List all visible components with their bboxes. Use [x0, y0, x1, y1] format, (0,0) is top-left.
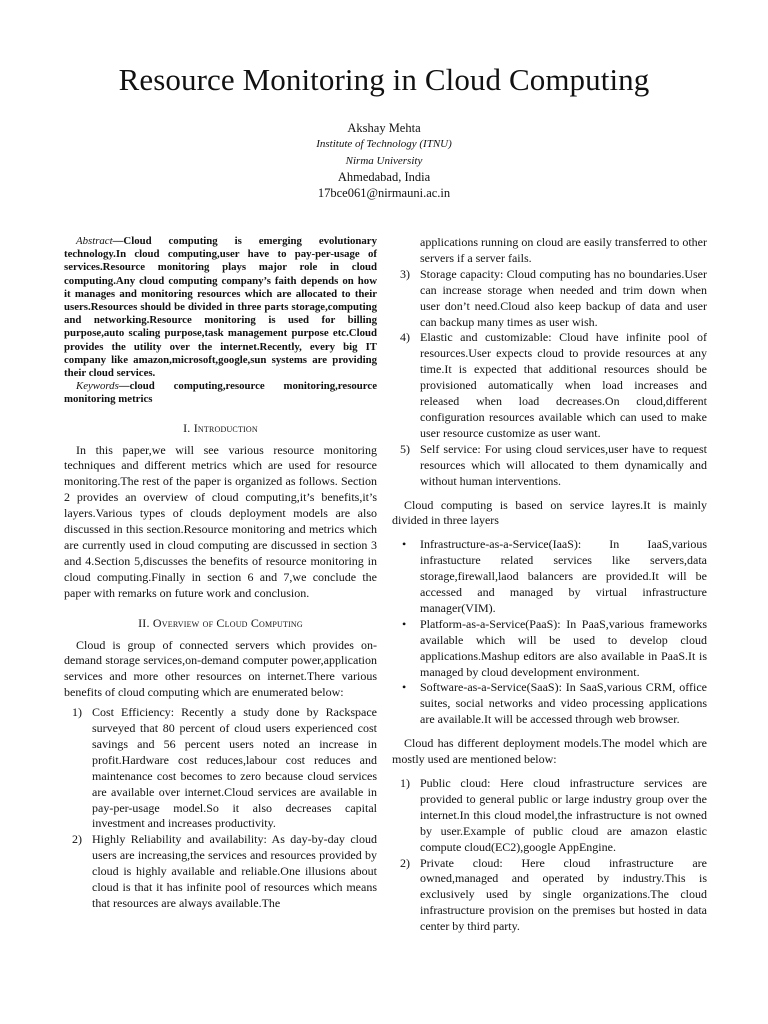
benefit-2-continuation: applications running on cloud are easily transferred to other servers if a server fails.: [420, 235, 707, 265]
list-item-text: Public cloud: Here cloud infrastructure services are provided to general public or large industry group over the internet.In this cloud model,the infrastructure is not owned by user.Example of public cloud are amazon elastic compute cloud(EC2),google AppEngine.: [420, 776, 707, 854]
deployment-paragraph: Cloud has different deployment models.The model which are mostly used are mentioned below:: [392, 736, 707, 767]
list-item: [392, 267, 707, 331]
section-heading-overview: II. Overview of Cloud Computing: [138, 615, 303, 630]
list-item: [64, 705, 377, 832]
list-item-text: Software-as-a-Service(SaaS): In SaaS,various CRM, office suites, social networks and video processing applications are available.It will be accessed through web browser.: [420, 680, 707, 727]
keywords: [64, 380, 377, 406]
introduction-paragraph: In this paper,we will see various resource monitoring techniques and different metrics which are used for resource monitoring.The rest of the paper is organized as follows. Section 2 provides an overview of cloud computing,it’s benefits,it’s layers.Various types of clouds deployment models are also discussed in this section.Resource monitoring and metrics which are currently used in cloud computing are discussed in section 3 and 4.Section 5,discusses the benefits of resource monitoring in cloud computing.Finally in section 6 and 7,we conclude the paper with remarks on future work and conclusion.: [64, 442, 377, 600]
abstract-label: Abstract: [76, 235, 113, 247]
deployment-list: [392, 776, 707, 935]
list-item: [392, 617, 707, 681]
list-item: [392, 680, 707, 728]
list-item: [392, 537, 707, 617]
author-block: [0, 120, 768, 201]
section-heading-introduction: I. Introduction: [183, 420, 258, 435]
list-item: [64, 832, 377, 912]
list-number: 1): [400, 776, 410, 790]
author-city: Ahmedabad, India: [337, 169, 431, 184]
paper-title: Resource Monitoring in Cloud Computing: [118, 62, 650, 97]
list-item: [392, 856, 707, 936]
benefits-list-left: [64, 705, 377, 912]
overview-paragraph: Cloud is group of connected servers which provides on-demand storage services,on-demand computer power,application services and more other resources on internet.There various benefits of cloud computing which are enumerated below:: [64, 637, 377, 700]
list-item: [392, 442, 707, 490]
author-name: Akshay Mehta: [347, 121, 421, 135]
list-number: 5): [400, 441, 410, 456]
author-affiliation-institute: Institute of Technology (ITNU): [316, 138, 452, 151]
layers-paragraph: Cloud computing is based on service layres.It is mainly divided in three layers: [392, 497, 707, 528]
bullet: •: [402, 680, 407, 695]
list-item-text: Platform-as-a-Service(PaaS): In PaaS,various frameworks available which will be used to develop cloud applications.Mashup editors are also available in PaaS.It is managed by cloud development environment.: [420, 616, 707, 679]
list-item-text: Highly Reliability and availability: As day-by-day cloud users are increasing,the services and resources provided by cloud is highly available and reliable.One illusions about cloud is that it has infinite pool of resources which means that resources are always available.The: [92, 832, 377, 911]
bullet: •: [402, 616, 407, 631]
list-item-text: Private cloud: Here cloud infrastructure are owned,managed and operated by industry.This is exclusively used by single organizations.The cloud infrastructure provision on the premises but hosted in data center by third party.: [420, 855, 707, 934]
list-number: 3): [400, 266, 410, 281]
benefits-list-right: [392, 267, 707, 490]
list-item-text: Storage capacity: Cloud computing has no boundaries.User can increase storage when needed and trim down when user don’t need.Cloud also keep backup of data and user can backup many times as user wish.: [420, 266, 707, 329]
author-affiliation-university: Nirma University: [345, 154, 423, 167]
service-layers-list: [392, 537, 707, 728]
left-column: [64, 235, 377, 912]
list-item-text: Cost Efficiency: Recently a study done by Rackspace surveyed that 80 percent of cloud users experienced cost savings and 56 percent users noted an increase in profit.Hardware cost reduces,labour cost reduces and maintenance cost becomes to zero because cloud services are available over internet.Cloud services are available in pay-per-usage model.So it also decreases capital investment and increases productivity.: [92, 705, 377, 831]
author-email: 17bce061@nirmauni.ac.in: [317, 186, 451, 201]
right-column: [392, 235, 707, 935]
list-item: [392, 330, 707, 441]
list-number: 4): [400, 330, 410, 345]
bullet: •: [402, 537, 407, 552]
list-item-text: Self service: For using cloud services,user have to request resources which will allocated to them dynamically and without human interventions.: [420, 441, 707, 488]
list-item-text: Infrastructure-as-a-Service(IaaS): In IaaS,various infrastucture related services like servers,data storage,firewall,laod balancers are provided.It will be accessed and managed by virtual infrastructure manager(VIM).: [420, 537, 707, 615]
abstract-text: —Cloud computing is emerging evolutionary technology.In cloud computing,user have to pay-per-usage of services.Resource monitoring plays major role in cloud computing.Any cloud computing company’s faith depends on how it manages and monitoring resources which are allocated to their users.Resources should be divided in three parts storage,computing and networking.Resource monitoring is used for billing purpose,auto scaling purpose,task management purpose etc.Cloud provides the utility over the internet.Recently, every big IT company like amazon,microsoft,google,sun systems are providing their cloud services.: [64, 235, 377, 380]
list-number: 1): [72, 705, 82, 720]
list-number: 2): [72, 832, 82, 847]
list-item-text: Elastic and customizable: Cloud have infinite pool of resources.User expects cloud to provide resources at any time.It is expected that additional resources should be provisioned automatically when load increases and released when load decreases.On cloud,different configuration resources available which can used to make user resource customize as user want.: [420, 330, 707, 440]
keywords-label: Keywords: [76, 380, 119, 393]
list-item: [392, 776, 707, 856]
keywords-text: —cloud computing,resource monitoring,resource monitoring metrics: [64, 380, 377, 406]
abstract: [64, 235, 377, 380]
list-number: 2): [400, 855, 410, 870]
